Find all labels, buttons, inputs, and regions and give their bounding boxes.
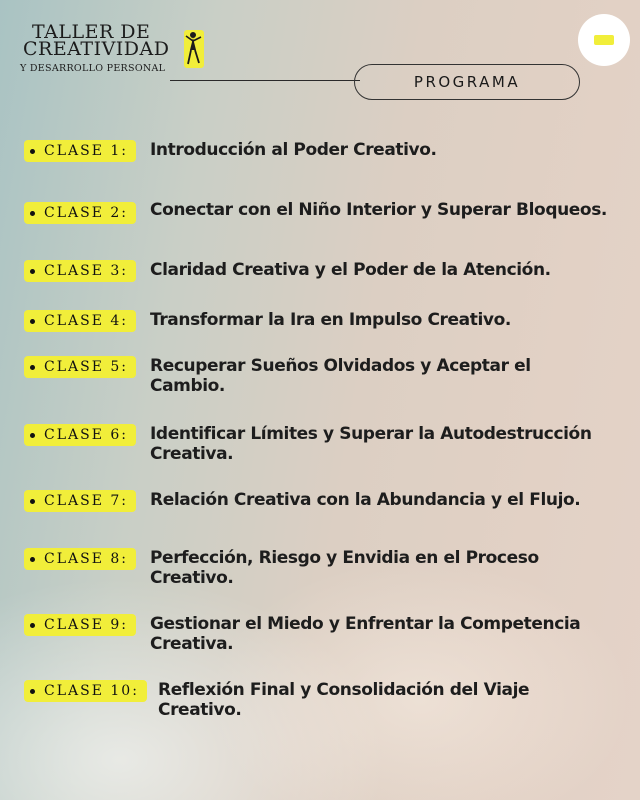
- clase-tag-label: CLASE 2:: [44, 205, 129, 221]
- bullet-dot-icon: [30, 623, 35, 628]
- clase-tag: [24, 614, 136, 636]
- clase-title: Identificar Límites y Superar la Autodestrucción Creativa.: [150, 424, 592, 464]
- brand-mark-icon: [594, 35, 614, 45]
- clase-tag: [24, 356, 136, 378]
- clase-tag: [24, 424, 136, 446]
- clase-tag: [24, 490, 136, 512]
- programa-label: PROGRAMA: [354, 64, 580, 100]
- header-divider: [170, 80, 360, 81]
- clase-tag: [24, 310, 136, 332]
- clase-tag: [24, 140, 136, 162]
- clase-tag-label: CLASE 4:: [44, 313, 129, 329]
- bullet-dot-icon: [30, 365, 35, 370]
- clase-tag-label: CLASE 5:: [44, 359, 129, 375]
- bullet-dot-icon: [30, 557, 35, 562]
- dancer-figure-icon: [178, 26, 208, 74]
- bullet-dot-icon: [30, 149, 35, 154]
- clase-title: Claridad Creativa y el Poder de la Atención.: [150, 260, 551, 280]
- clase-title: Reflexión Final y Consolidación del Viaje Creativo.: [158, 680, 530, 720]
- clase-title: Relación Creativa con la Abundancia y el Flujo.: [150, 490, 581, 510]
- clase-tag-label: CLASE 7:: [44, 493, 129, 509]
- clase-title: Recuperar Sueños Olvidados y Aceptar el Cambio.: [150, 356, 531, 396]
- bullet-dot-icon: [30, 319, 35, 324]
- clase-tag-label: CLASE 8:: [44, 551, 129, 567]
- clase-tag-label: CLASE 1:: [44, 143, 129, 159]
- clase-title: Perfección, Riesgo y Envidia en el Proceso Creativo.: [150, 548, 539, 588]
- logo-title-line2: CREATIVIDAD: [23, 38, 170, 60]
- logo-subtitle: Y DESARROLLO PERSONAL: [20, 63, 166, 74]
- brand-badge: [578, 14, 630, 66]
- clase-tag-label: CLASE 3:: [44, 263, 129, 279]
- clase-tag: [24, 260, 136, 282]
- clase-title: Transformar la Ira en Impulso Creativo.: [150, 310, 511, 330]
- clase-tag-label: CLASE 6:: [44, 427, 129, 443]
- clase-tag: [24, 680, 147, 702]
- bullet-dot-icon: [30, 689, 35, 694]
- clase-title: Introducción al Poder Creativo.: [150, 140, 437, 160]
- bullet-dot-icon: [30, 499, 35, 504]
- clase-tag-label: CLASE 9:: [44, 617, 129, 633]
- clase-tag: [24, 548, 136, 570]
- logo-title-line1: TALLER DE: [32, 21, 151, 43]
- bullet-dot-icon: [30, 211, 35, 216]
- clase-title: Gestionar el Miedo y Enfrentar la Competencia Creativa.: [150, 614, 581, 654]
- bullet-dot-icon: [30, 269, 35, 274]
- clase-tag-label: CLASE 10:: [44, 683, 139, 699]
- clase-title: Conectar con el Niño Interior y Superar Bloqueos.: [150, 200, 607, 220]
- bullet-dot-icon: [30, 433, 35, 438]
- clase-tag: [24, 202, 136, 224]
- workshop-logo: [18, 22, 218, 82]
